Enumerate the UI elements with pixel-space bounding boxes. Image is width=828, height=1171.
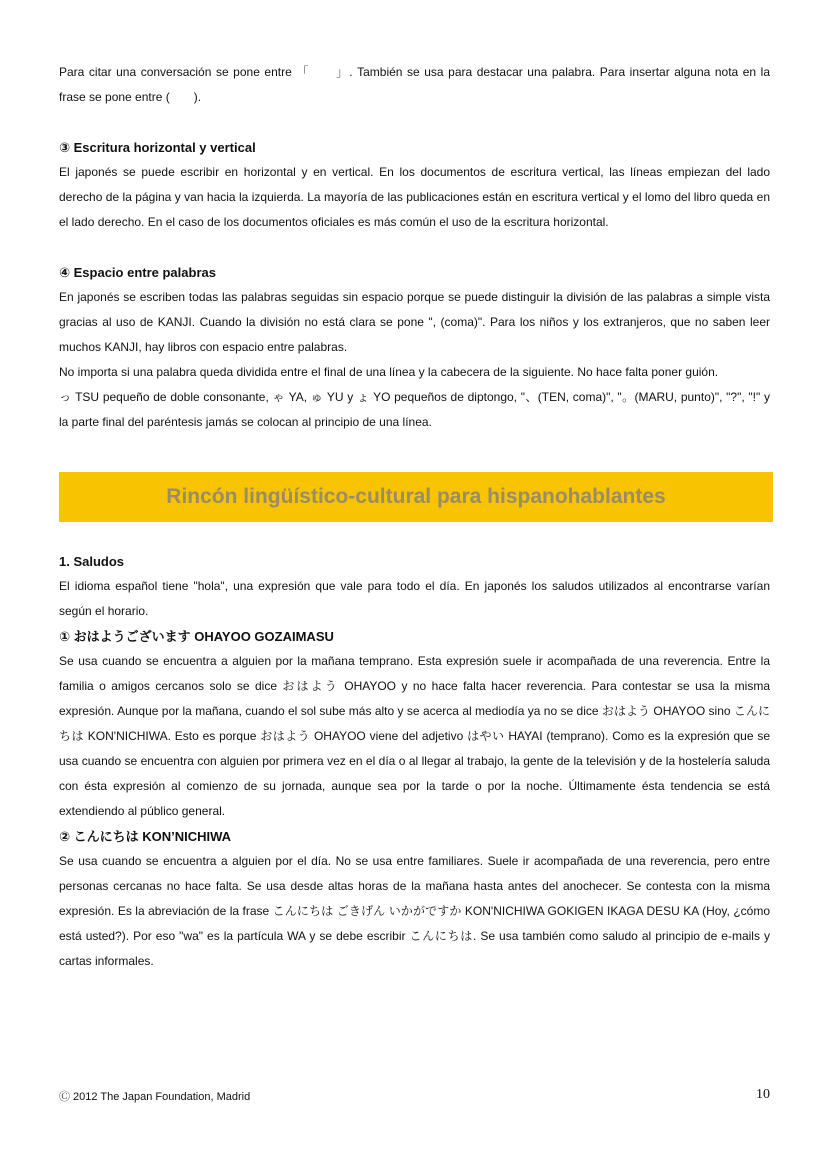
page-content	[59, 60, 770, 974]
section-3-heading: ③ Escritura horizontal y vertical	[59, 140, 256, 155]
banner-title: Rincón lingüístico-cultural para hispanohablantes	[166, 485, 666, 508]
intro-paragraph: Para citar una conversación se pone entre 「 」. También se usa para destacar una palabra. Para insertar alguna nota en la frase se pone entre ( ).	[59, 65, 770, 104]
saludos-intro: El idioma español tiene "hola", una expresión que vale para todo el día. En japonés los saludos utilizados al encontrarse varían según el horario.	[59, 579, 770, 618]
section-4-paragraph-3: っ TSU pequeño de doble consonante, ゃ YA, ゅ YU y ょ YO pequeños de diptongo, "、(TEN, coma)", "。(MARU, punto)", "?", "!" y la parte final del paréntesis jamás se colocan al principio de una línea.	[59, 390, 770, 429]
page-footer	[59, 1088, 770, 1108]
saludos-heading: 1. Saludos	[59, 554, 125, 569]
page-number: 10	[756, 1087, 770, 1102]
section-4-heading: ④ Espacio entre palabras	[59, 265, 216, 280]
section-banner	[59, 472, 773, 522]
section-4-paragraph-2: No importa si una palabra queda dividida entre el final de una línea y la cabecera de la siguiente. No hace falta poner guión.	[59, 365, 719, 379]
section-3-text: El japonés se puede escribir en horizontal y en vertical. En los documentos de escritura vertical, las líneas empiezan del lado derecho de la página y van hacia la izquierda. La mayoría de las publicaciones están en escritura vertical y el lomo del libro queda en el lado derecho. En el caso de los documentos oficiales es más común el uso de la escritura horizontal.	[59, 165, 770, 229]
saludo-1-heading: ① おはようございます OHAYOO GOZAIMASU	[59, 629, 334, 644]
saludo-1-text: Se usa cuando se encuentra a alguien por la mañana temprano. Esta expresión suele ir acompañada de una reverencia. Entre la familia o amigos cercanos solo se dice おはよう OHAYOO y no hace falta hacer reverencia. Para contestar se usa la misma expresión. Aunque por la mañana, cuando el sol sube más alto y se acerca al mediodía ya no se dice おはよう OHAYOO sino こんにちは KON'NICHIWA. Esto es porque おはよう OHAYOO viene del adjetivo はやい HAYAI (temprano). Como es la expresión que se usa cuando se encuentra con alguien por primera vez en el día o al llegar al trabajo, la gente de la televisión y de la hostelería saluda con ésta expresión al comienzo de su jornada, aunque sea por la tarde o por la noche. Últimamente ésta tendencia se está extendiendo al público general.	[59, 654, 770, 818]
section-4-paragraph-1: En japonés se escriben todas las palabras seguidas sin espacio porque se puede distinguir la división de las palabras a simple vista gracias al uso de KANJI. Cuando la división no está clara se pone ", (coma)". Para los niños y los extranjeros, que no saben leer muchos KANJI, hay libros con espacio entre palabras.	[59, 290, 770, 354]
saludo-2-text: Se usa cuando se encuentra a alguien por el día. No se usa entre familiares. Suele ir acompañada de una reverencia, pero entre personas cercanas no hace falta. Se usa desde altas horas de la mañana hasta antes del anochecer. Se contesta con la misma expresión. Es la abreviación de la frase こんにちは ごきげん いかがですか KON'NICHIWA GOKIGEN IKAGA DESU KA (Hoy, ¿cómo está usted?). Por eso "wa" es la partícula WA y se debe escribir こんにちは. Se usa también como saludo al principio de e-mails y cartas informales.	[59, 854, 770, 968]
saludo-2-heading: ② こんにちは KON’NICHIWA	[59, 829, 232, 844]
copyright-notice: Ⓒ 2012 The Japan Foundation, Madrid	[59, 1091, 251, 1103]
